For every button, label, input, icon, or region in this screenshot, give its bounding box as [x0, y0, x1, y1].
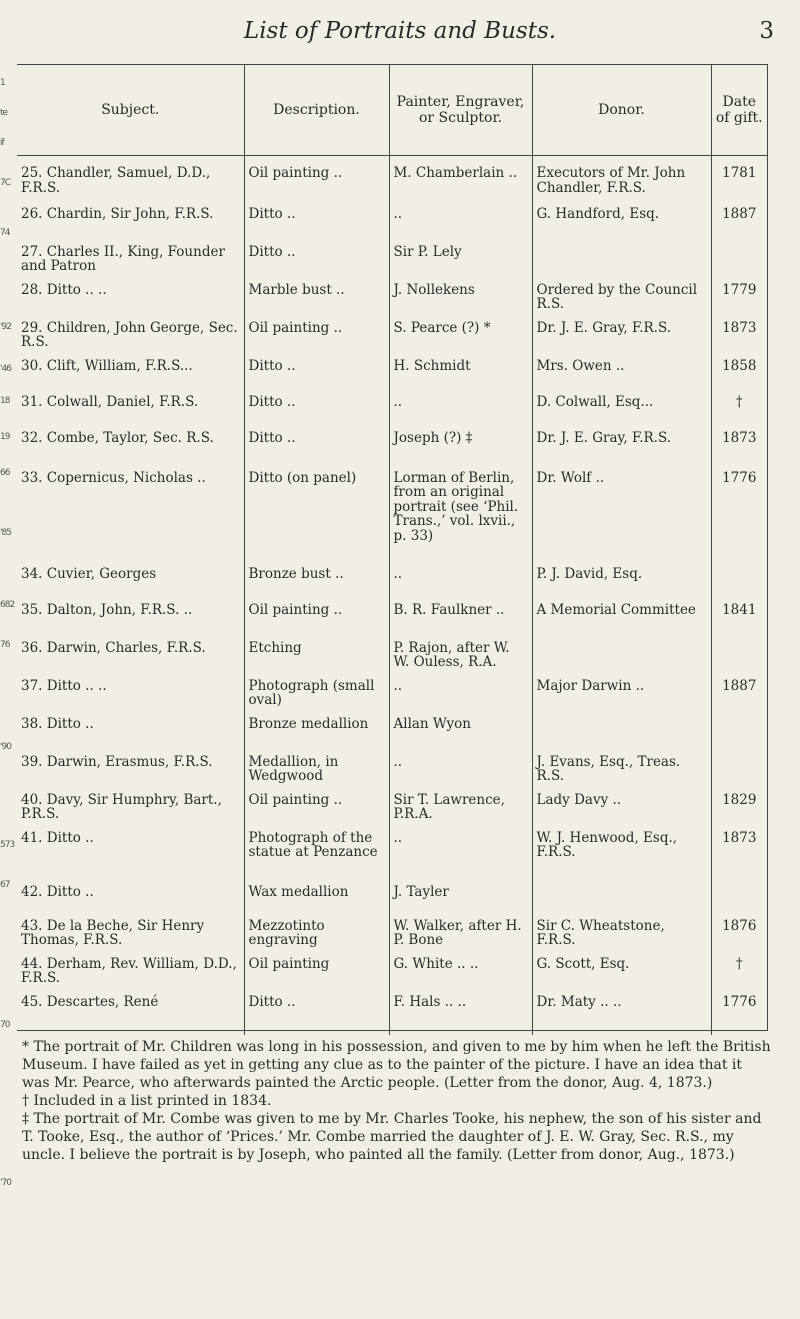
margin-fragment: '70: [0, 1178, 11, 1188]
cell-subject: 39. Darwin, Erasmus, F.R.S.: [21, 753, 213, 770]
cell-donor: Executors of Mr. John Chandler, F.R.S.: [532, 156, 711, 207]
cell-artist: Lorman of Berlin, from an original portrait (see ‘Phil. Trans.,’ vol. lxvii., p. 33): [389, 471, 532, 567]
cell-subject: 25. Chandler, Samuel, D.D., F.R.S.: [21, 165, 211, 196]
cell-subject: 26. Chardin, Sir John, F.R.S.: [21, 205, 214, 222]
margin-fragment: 66: [0, 468, 10, 478]
cell-date: †: [711, 957, 767, 995]
margin-fragment: 7C: [0, 178, 11, 188]
cell-donor: Sir C. Wheatstone, F.R.S.: [532, 919, 711, 957]
cell-date: 1781: [711, 156, 767, 207]
margin-fragment: 18: [0, 396, 10, 406]
margin-fragment: '90: [0, 742, 11, 752]
cell-artist: ..: [389, 395, 532, 431]
cell-subject: 31. Colwall, Daniel, F.R.S.: [21, 393, 199, 410]
cell-subject: 27. Charles II., King, Founder and Patron: [21, 243, 225, 274]
left-margin-fragments: [0, 60, 16, 1300]
cell-date: [711, 567, 767, 603]
cell-subject: 35. Dalton, John, F.R.S. ..: [21, 601, 193, 618]
cell-date: [711, 755, 767, 793]
table-row: [17, 283, 767, 321]
table-row: [17, 793, 767, 831]
cell-donor: G. Handford, Esq.: [532, 207, 711, 245]
table-row: [17, 755, 767, 793]
cell-description: Ditto ..: [244, 207, 389, 245]
cell-artist: H. Schmidt: [389, 359, 532, 395]
cell-artist: M. Chamberlain ..: [389, 156, 532, 207]
cell-subject: 28. Ditto .. ..: [21, 281, 107, 298]
cell-subject: 40. Davy, Sir Humphry, Bart., P.R.S.: [21, 791, 222, 822]
cell-donor: Ordered by the Council R.S.: [532, 283, 711, 321]
cell-date: 1873: [711, 321, 767, 359]
table-row: [17, 831, 767, 885]
cell-donor: Dr. Wolf ..: [532, 471, 711, 567]
cell-artist: J. Nollekens: [389, 283, 532, 321]
cell-artist: Allan Wyon: [389, 717, 532, 755]
cell-subject: 29. Children, John George, Sec. R.S.: [21, 319, 238, 350]
table-row: [17, 567, 767, 603]
cell-donor: Mrs. Owen ..: [532, 359, 711, 395]
cell-date: 1873: [711, 431, 767, 471]
cell-date: 1829: [711, 793, 767, 831]
page-number: 3: [759, 18, 774, 44]
cell-subject: 36. Darwin, Charles, F.R.S.: [21, 639, 206, 656]
table-row: [17, 359, 767, 395]
margin-fragment: '92: [0, 322, 11, 332]
cell-subject: 30. Clift, William, F.R.S...: [21, 357, 193, 374]
table-row: [17, 603, 767, 641]
cell-subject: 42. Ditto ..: [21, 883, 94, 900]
table-row: [17, 641, 767, 679]
portraits-table: [17, 65, 767, 1035]
cell-description: Bronze medallion: [244, 717, 389, 755]
cell-date: 1841: [711, 603, 767, 641]
cell-artist: ..: [389, 207, 532, 245]
cell-description: Oil painting ..: [244, 156, 389, 207]
cell-description: Oil painting ..: [244, 793, 389, 831]
margin-fragment: '46: [0, 364, 11, 374]
cell-donor: G. Scott, Esq.: [532, 957, 711, 995]
table-row: [17, 957, 767, 995]
cell-subject: 45. Descartes, René: [21, 993, 159, 1010]
cell-description: Mezzotinto engraving: [244, 919, 389, 957]
portraits-table-frame: [17, 64, 768, 1031]
cell-subject: 34. Cuvier, Georges: [21, 565, 157, 582]
cell-donor: P. J. David, Esq.: [532, 567, 711, 603]
cell-description: Bronze bust ..: [244, 567, 389, 603]
cell-description: Etching: [244, 641, 389, 679]
margin-fragment: 573: [0, 840, 15, 850]
margin-fragment: 67: [0, 880, 10, 890]
cell-description: Ditto ..: [244, 431, 389, 471]
cell-donor: [532, 885, 711, 919]
cell-description: Oil painting ..: [244, 321, 389, 359]
cell-description: Marble bust ..: [244, 283, 389, 321]
column-header-description: Description.: [244, 65, 389, 156]
page-header: [0, 18, 800, 58]
table-row: [17, 717, 767, 755]
margin-fragment: te: [0, 108, 8, 118]
cell-date: †: [711, 395, 767, 431]
cell-donor: A Memorial Committee: [532, 603, 711, 641]
cell-subject: 43. De la Beche, Sir Henry Thomas, F.R.S.: [21, 917, 205, 948]
running-title: List of Portraits and Busts.: [243, 18, 557, 44]
footnote-combe: ‡ The portrait of Mr. Combe was given to me by Mr. Charles Tooke, his nephew, the son of his sister and T. Tooke, Esq., the author of ‘Prices.’ Mr. Combe married the daughter of J. E. W. Gray, Sec. R.S., my uncle. I believe the portrait is by Joseph, who painted all the family. (Letter from donor, Aug., 1873.): [22, 1111, 762, 1163]
margin-fragment: 70: [0, 1020, 10, 1030]
cell-donor: Dr. J. E. Gray, F.R.S.: [532, 321, 711, 359]
cell-artist: S. Pearce (?) *: [389, 321, 532, 359]
cell-artist: ..: [389, 755, 532, 793]
cell-date: [711, 885, 767, 919]
cell-subject: 37. Ditto .. ..: [21, 677, 107, 694]
cell-artist: G. White .. ..: [389, 957, 532, 995]
table-row: [17, 885, 767, 919]
cell-description: Oil painting ..: [244, 603, 389, 641]
footnote-children: * The portrait of Mr. Children was long in his possession, and given to me by him when he left the British Museum. I have failed as yet in getting any clue as to the painter of the picture. I have an idea that it was Mr. Pearce, who afterwards painted the Arctic people. (Letter from the donor, Aug. 4, 1873.): [22, 1039, 771, 1091]
cell-date: 1858: [711, 359, 767, 395]
column-header-date: Date of gift.: [711, 65, 767, 156]
cell-donor: Major Darwin ..: [532, 679, 711, 717]
cell-artist: B. R. Faulkner ..: [389, 603, 532, 641]
cell-donor: [532, 641, 711, 679]
cell-subject: 38. Ditto ..: [21, 715, 94, 732]
cell-donor: [532, 717, 711, 755]
cell-date: 1887: [711, 207, 767, 245]
cell-description: Medallion, in Wedgwood: [244, 755, 389, 793]
cell-donor: D. Colwall, Esq...: [532, 395, 711, 431]
cell-date: 1776: [711, 995, 767, 1035]
cell-subject: 33. Copernicus, Nicholas ..: [21, 469, 206, 486]
cell-description: Ditto ..: [244, 245, 389, 283]
table-row: [17, 395, 767, 431]
cell-description: Wax medallion: [244, 885, 389, 919]
cell-date: [711, 641, 767, 679]
cell-artist: J. Tayler: [389, 885, 532, 919]
margin-fragment: 74: [0, 228, 10, 238]
cell-artist: ..: [389, 567, 532, 603]
cell-description: Ditto ..: [244, 395, 389, 431]
table-header-row: [17, 65, 767, 156]
cell-artist: W. Walker, after H. P. Bone: [389, 919, 532, 957]
cell-date: 1887: [711, 679, 767, 717]
table-row: [17, 431, 767, 471]
cell-description: Ditto ..: [244, 995, 389, 1035]
margin-fragment: 1: [0, 78, 5, 88]
table-row: [17, 995, 767, 1035]
cell-donor: Dr. Maty .. ..: [532, 995, 711, 1035]
cell-date: 1873: [711, 831, 767, 885]
cell-date: 1779: [711, 283, 767, 321]
margin-fragment: if: [0, 138, 4, 148]
margin-fragment: 682: [0, 600, 15, 610]
footnote-dagger: † Included in a list printed in 1834.: [22, 1093, 272, 1109]
cell-artist: Sir T. Lawrence, P.R.A.: [389, 793, 532, 831]
cell-donor: Dr. J. E. Gray, F.R.S.: [532, 431, 711, 471]
table-row: [17, 321, 767, 359]
margin-fragment: 76: [0, 640, 10, 650]
cell-subject: 32. Combe, Taylor, Sec. R.S.: [21, 429, 214, 446]
cell-description: Photograph of the statue at Penzance: [244, 831, 389, 885]
cell-donor: J. Evans, Esq., Treas. R.S.: [532, 755, 711, 793]
table-row: [17, 919, 767, 957]
cell-artist: ..: [389, 679, 532, 717]
cell-subject: 41. Ditto ..: [21, 829, 94, 846]
cell-artist: Sir P. Lely: [389, 245, 532, 283]
cell-donor: Lady Davy ..: [532, 793, 711, 831]
cell-description: Ditto ..: [244, 359, 389, 395]
table-row: [17, 207, 767, 245]
cell-artist: P. Rajon, after W. W. Ouless, R.A.: [389, 641, 532, 679]
cell-date: 1876: [711, 919, 767, 957]
column-header-donor: Donor.: [532, 65, 711, 156]
table-row: [17, 471, 767, 567]
cell-description: Photograph (small oval): [244, 679, 389, 717]
table-row: [17, 679, 767, 717]
cell-subject: 44. Derham, Rev. William, D.D., F.R.S.: [21, 955, 237, 986]
cell-date: [711, 245, 767, 283]
cell-date: [711, 717, 767, 755]
column-header-subject: Subject.: [17, 65, 244, 156]
margin-fragment: '85: [0, 528, 11, 538]
cell-artist: ..: [389, 831, 532, 885]
cell-date: 1776: [711, 471, 767, 567]
cell-artist: Joseph (?) ‡: [389, 431, 532, 471]
footnotes: [22, 1038, 772, 1164]
cell-donor: [532, 245, 711, 283]
margin-fragment: 19: [0, 432, 10, 442]
table-row: [17, 156, 767, 207]
column-header-artist: Painter, Engraver, or Sculptor.: [389, 65, 532, 156]
cell-description: Oil painting: [244, 957, 389, 995]
cell-description: Ditto (on panel): [244, 471, 389, 567]
cell-artist: F. Hals .. ..: [389, 995, 532, 1035]
cell-donor: W. J. Henwood, Esq., F.R.S.: [532, 831, 711, 885]
table-row: [17, 245, 767, 283]
